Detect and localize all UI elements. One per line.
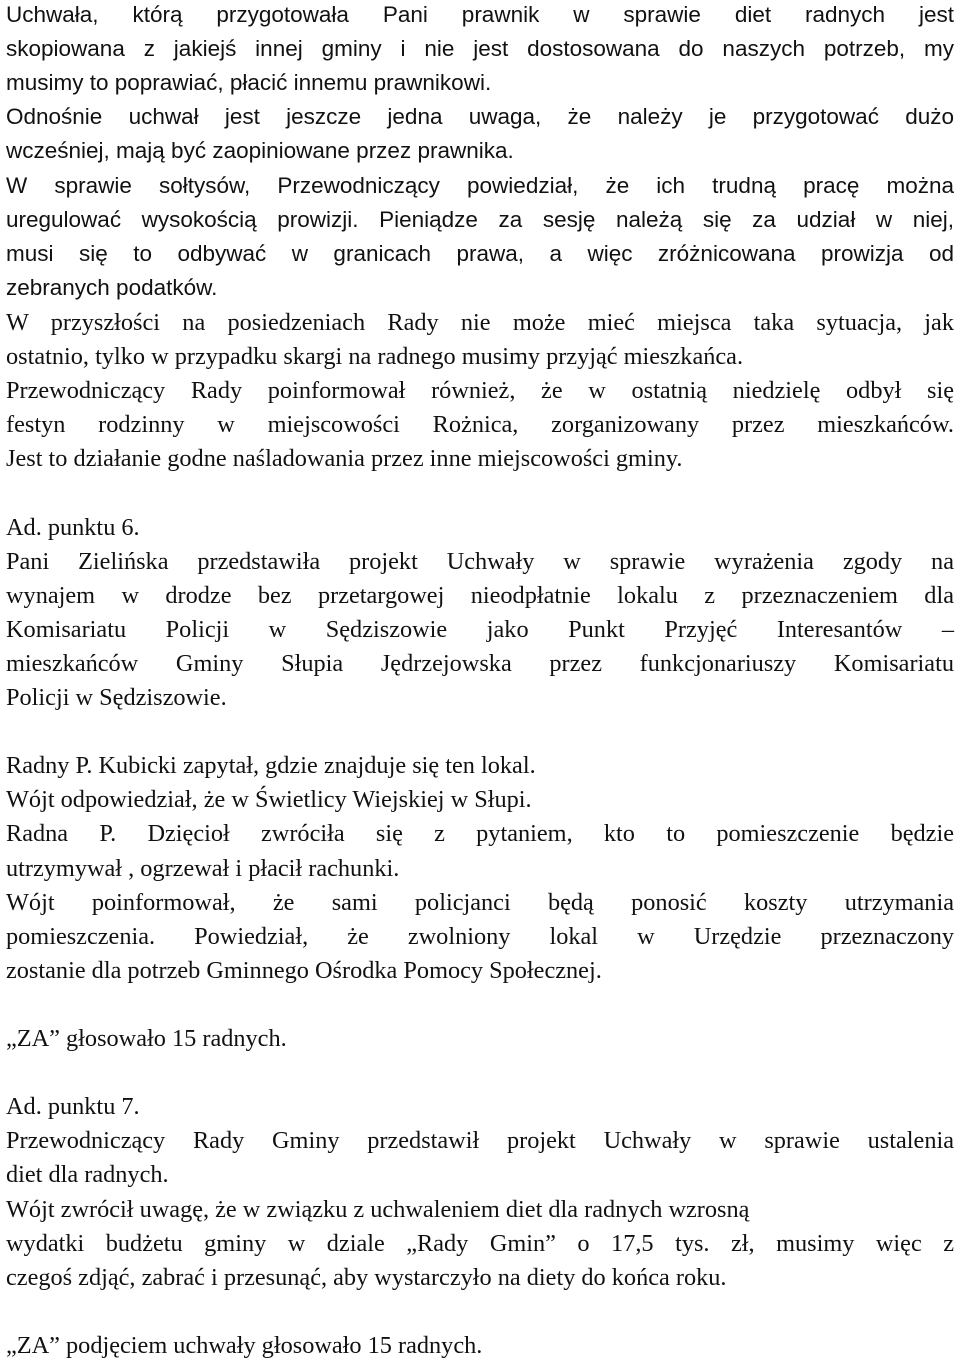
blank-line [6, 479, 954, 513]
text-line: wcześniej, mają być zaopiniowane przez prawnika. [6, 138, 514, 164]
text-line: wynajem w drodze bez przetargowej nieodpłatnie lokalu z przeznaczeniem dla [6, 581, 954, 609]
text-line: zostanie dla potrzeb Gminnego Ośrodka Pomocy Społecznej. [6, 956, 602, 984]
text-line: zebranych podatków. [6, 274, 218, 300]
text-line: musi się to odbywać w granicach prawa, a więc zróżnicowana prowizja od [6, 240, 954, 266]
text-line: Uchwała, którą przygotowała Pani prawnik w sprawie diet radnych jest [6, 2, 954, 27]
text-line: Wójt poinformował, że sami policjanci będą ponosić koszty utrzymania [6, 888, 954, 916]
text-line: wydatki budżetu gminy w dziale „Rady Gmin” o 17,5 tys. zł, musimy więc z [6, 1229, 954, 1257]
text-line: diet dla radnych. [6, 1161, 169, 1189]
text-line: czegoś zdjąć, zabrać i przesunąć, aby wystarczyło na diety do końca roku. [6, 1263, 727, 1291]
text-line: Wójt odpowiedział, że w Świetlicy Wiejskiej w Słupi. [6, 786, 532, 814]
text-line: ostatnio, tylko w przypadku skargi na radnego musimy przyjąć mieszkańca. [6, 343, 744, 370]
text-line: Radna P. Dzięcioł zwróciła się z pytaniem, kto to pomieszczenie będzie [6, 820, 954, 848]
text-line: W sprawie sołtysów, Przewodniczący powiedział, że ich trudną pracę można [6, 172, 954, 198]
text-line: „ZA” głosowało 15 radnych. [6, 1025, 287, 1052]
text-line: musimy to poprawiać, płacić innemu prawnikowi. [6, 70, 492, 96]
blank-line [6, 1298, 954, 1332]
text-line: mieszkańców Gminy Słupia Jędrzejowska przez funkcjonariuszy Komisariatu [6, 649, 954, 677]
text-line: Wójt zwrócił uwagę, że w związku z uchwaleniem diet dla radnych wzrosną [6, 1195, 750, 1223]
text-line: uregulować wysokością prowizji. Pieniądze za sesję należą się za udział w niej, [6, 206, 954, 232]
blank-line [6, 1059, 954, 1093]
text-line: „ZA” podjęciem uchwały głosowało 15 radnych. [6, 1331, 483, 1359]
text-line: Odnośnie uchwał jest jeszcze jedna uwaga, że należy je przygotować dużo [6, 104, 954, 130]
text-line: W przyszłości na posiedzeniach Rady nie może mieć miejsca taka sytuacja, jak [6, 308, 954, 336]
text-line: Przewodniczący Rady poinformował również, że w ostatnią niedzielę odbył się [6, 377, 954, 405]
text-line: Jest to działanie godne naśladowania przez inne miejscowości gminy. [6, 445, 683, 473]
text-line: Przewodniczący Rady Gminy przedstawił projekt Uchwały w sprawie ustalenia [6, 1127, 954, 1155]
text-line: Ad. punktu 7. [6, 1093, 140, 1121]
text-line: Policji w Sędziszowie. [6, 684, 227, 711]
text-line: Ad. punktu 6. [6, 513, 140, 541]
text-line: festyn rodzinny w miejscowości Rożnica, zorganizowany przez mieszkańców. [6, 411, 954, 439]
blank-line [6, 718, 954, 752]
text-line: utrzymywał , ogrzewał i płacił rachunki. [6, 854, 400, 882]
text-line: Pani Zielińska przedstawiła projekt Uchwały w sprawie wyrażenia zgody na [6, 547, 954, 575]
text-line: skopiowana z jakiejś innej gminy i nie jest dostosowana do naszych potrzeb, my [6, 36, 954, 62]
text-line: Radny P. Kubicki zapytał, gdzie znajduje się ten lokal. [6, 752, 536, 780]
text-line: Komisariatu Policji w Sędziszowie jako Punkt Przyjęć Interesantów – [6, 615, 954, 643]
text-line: pomieszczenia. Powiedział, że zwolniony lokal w Urzędzie przeznaczony [6, 922, 954, 950]
blank-line [6, 991, 954, 1025]
